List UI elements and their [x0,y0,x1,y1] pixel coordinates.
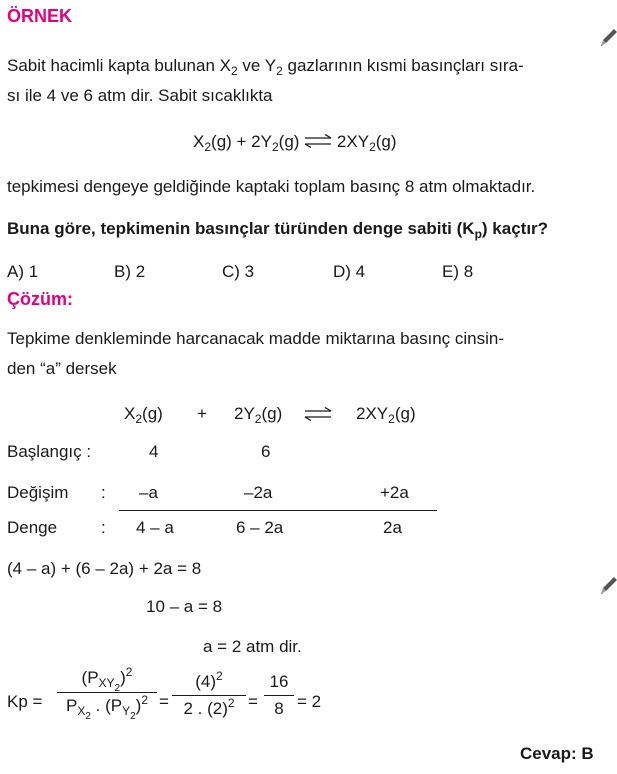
row-eq-c1: 4 – a [136,518,174,537]
kp-equals-1: = [159,692,169,711]
row-start-c1: 4 [149,442,159,461]
row-colon: : [101,518,106,537]
option-b: B) 2 [114,262,146,281]
equilibrium-arrow-icon [304,407,332,421]
kp-label: Kp = [7,692,43,711]
row-start-c2: 6 [261,442,271,461]
equation-3: a = 2 atm dir. [203,637,302,656]
row-eq-c3: 2a [383,518,402,537]
example-heading: ÖRNEK [7,6,73,26]
pencil-icon [600,27,617,49]
row-colon: : [101,483,106,502]
kp-fraction-3: 16 8 [264,672,294,719]
row-label-equilibrium: Denge [7,518,58,537]
problem-line-2: sı ile 4 ve 6 atm dir. Sabit sıcaklıkta [7,86,273,105]
row-label-change: Değişim [7,483,69,502]
kp-fraction-1-numerator: $(P_{XY_2})^2$ [81,665,133,694]
row-change-c2: –2a [244,483,273,502]
question: Buna göre, tepkimenin basınçlar türünden denge sabiti $(K_p)$ kaçtır? [7,219,549,241]
row-change-c1: –a [139,483,158,502]
kp-fraction-1 [57,665,157,722]
row-eq-c2: 6 – 2a [236,518,284,537]
row-label-start: Başlangıç : [7,442,92,461]
solution-heading: Çözüm: [7,289,73,309]
answer: Cevap: B [520,744,594,763]
problem-line-3: tepkimesi dengeye geldiğinde kaptaki toplam basınç 8 atm olmaktadır. [7,177,536,196]
option-d: D) 4 [333,262,366,281]
kp-fraction-2: $(4)^2$ 2 . $(2)^2$ [172,672,246,719]
problem-line-1: Sabit hacimli kapta bulunan $X_2$ ve $Y_2$ gazlarının kısmi basınçları sıra- [7,56,524,78]
solution-intro-1: Tepkime denkleminde harcanacak madde miktarına basınç cinsin- [7,329,505,348]
row-change-c3: +2a [380,483,409,502]
table-divider [119,510,437,511]
reaction-equation: $X_2(g) + 2Y_2(g)$ $2XY_2(g)$ [193,132,397,154]
equilibrium-arrow-icon [304,134,332,148]
equation-1: (4 – a) + (6 – 2a) + 2a = 8 [7,559,202,578]
table-xy2: $2XY_2(g)$ [356,404,416,426]
kp-equals-2: = [248,692,258,711]
kp-fraction-1-denominator: $P_{X_2}$ . $(P_{Y_2})^2$ [65,693,149,722]
pencil-icon [600,575,617,597]
equation-2: 10 – a = 8 [146,597,223,616]
solution-intro-2: den “a” dersek [7,359,117,378]
option-c: C) 3 [222,262,255,281]
table-plus: + [197,404,207,423]
option-e: E) 8 [442,262,474,281]
option-a: A) 1 [7,262,39,281]
table-y2: $2Y_2(g)$ [234,404,283,426]
kp-result: = 2 [297,692,322,711]
table-x2: $X_2(g)$ [124,404,163,426]
